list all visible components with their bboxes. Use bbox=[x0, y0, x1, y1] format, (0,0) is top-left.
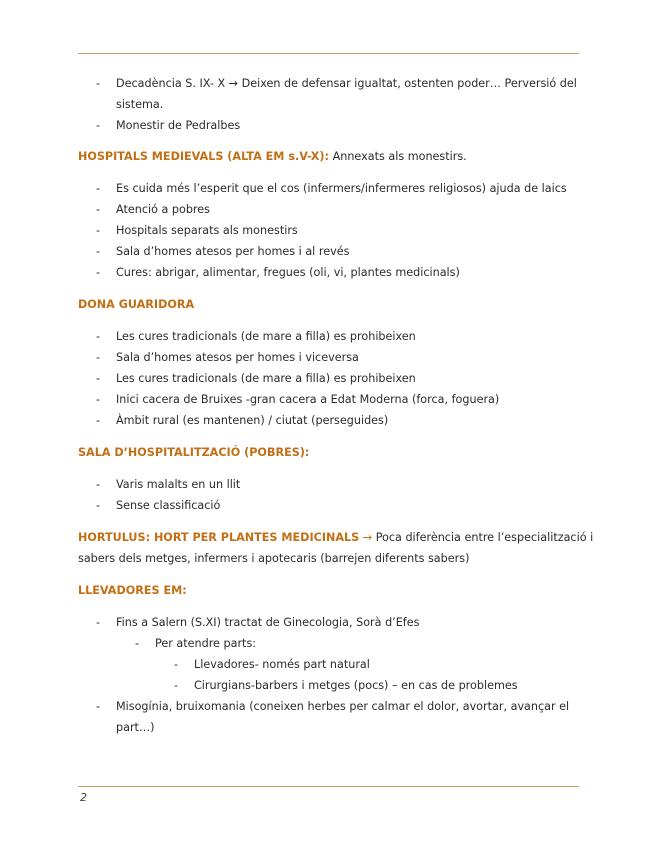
bullet-dash: - bbox=[96, 414, 101, 427]
section-subtitle: Annexats als monestirs. bbox=[329, 150, 467, 163]
list-item: Les cures tradicionals (de mare a filla) es prohibeixen bbox=[116, 372, 416, 385]
list-item: Varis malalts en un llit bbox=[116, 478, 241, 491]
list-item: Monestir de Pedralbes bbox=[116, 119, 241, 132]
section-text-continuation: sabers dels metges, infermers i apotecaris (barrejen diferents sabers) bbox=[78, 552, 470, 565]
section-heading: SALA D’HOSPITALITZACIÓ (POBRES): bbox=[78, 446, 310, 459]
list-item: Hospitals separats als monestirs bbox=[116, 224, 298, 237]
sub-sub-list-item: Cirurgians-barbers i metges (pocs) – en cas de problemes bbox=[194, 679, 518, 692]
bullet-dash: - bbox=[96, 499, 101, 512]
bullet-dash: - bbox=[96, 330, 101, 343]
list-item: Misogínia, bruixomania (coneixen herbes per calmar el dolor, avortar, avançar el bbox=[116, 700, 570, 713]
bullet-dash: - bbox=[96, 351, 101, 364]
list-item: Atenció a pobres bbox=[116, 203, 211, 216]
bullet-dash: - bbox=[96, 616, 101, 629]
section-heading: LLEVADORES EM: bbox=[78, 584, 187, 597]
list-item: Es cuida més l’esperit que el cos (infermers/infermeres religiosos) ajuda de laics bbox=[116, 182, 567, 195]
bullet-dash: - bbox=[135, 637, 140, 650]
sub-list-item: Per atendre parts: bbox=[155, 637, 257, 650]
section-text: Poca diferència entre l’especialització i bbox=[375, 531, 594, 544]
bullet-dash: - bbox=[96, 700, 101, 713]
section-llevadores bbox=[78, 584, 187, 598]
section-dona-guaridora bbox=[78, 298, 194, 312]
list-item: Sala d’homes atesos per homes i viceversa bbox=[116, 351, 359, 364]
list-item: Sala d’homes atesos per homes i al revés bbox=[116, 245, 350, 258]
page-number: 2 bbox=[80, 791, 87, 804]
section-heading: DONA GUARIDORA bbox=[78, 298, 195, 311]
bullet-dash: - bbox=[96, 203, 101, 216]
bullet-dash: - bbox=[174, 679, 179, 692]
bullet-dash: - bbox=[96, 245, 101, 258]
bullet-dash: - bbox=[96, 372, 101, 385]
bullet-dash: - bbox=[96, 478, 101, 491]
list-item: Fins a Salern (S.XI) tractat de Ginecologia, Sorà d’Efes bbox=[116, 616, 420, 629]
list-item-continuation: sistema. bbox=[116, 98, 164, 111]
bullet-dash: - bbox=[174, 658, 179, 671]
section-heading: HORTULUS: HORT PER PLANTES MEDICINALS bbox=[78, 531, 360, 544]
section-hospitals bbox=[78, 150, 467, 164]
bullet-dash: - bbox=[96, 77, 101, 90]
header-rule bbox=[78, 53, 579, 54]
bullet-dash: - bbox=[96, 119, 101, 132]
sub-sub-list-item: Llevadores- només part natural bbox=[194, 658, 370, 671]
list-item: Àmbit rural (es mantenen) / ciutat (perseguides) bbox=[116, 414, 389, 427]
bullet-dash: - bbox=[96, 266, 101, 279]
bullet-dash: - bbox=[96, 182, 101, 195]
section-sala bbox=[78, 446, 309, 460]
list-item-continuation: part…) bbox=[116, 721, 155, 734]
section-heading: HOSPITALS MEDIEVALS (ALTA EM s.V-X): bbox=[78, 150, 330, 163]
list-item: Les cures tradicionals (de mare a filla) es prohibeixen bbox=[116, 330, 416, 343]
bullet-dash: - bbox=[96, 224, 101, 237]
bullet-dash: - bbox=[96, 393, 101, 406]
arrow-icon: → bbox=[359, 531, 376, 544]
list-item: Decadència S. IX- X → Deixen de defensar igualtat, ostenten poder… Perversió del bbox=[116, 77, 577, 90]
section-hortulus bbox=[78, 531, 593, 545]
footer-rule bbox=[78, 786, 579, 787]
list-item: Sense classificació bbox=[116, 499, 221, 512]
list-item: Inici cacera de Bruixes -gran cacera a Edat Moderna (forca, foguera) bbox=[116, 393, 500, 406]
list-item: Cures: abrigar, alimentar, fregues (oli, vi, plantes medicinals) bbox=[116, 266, 460, 279]
